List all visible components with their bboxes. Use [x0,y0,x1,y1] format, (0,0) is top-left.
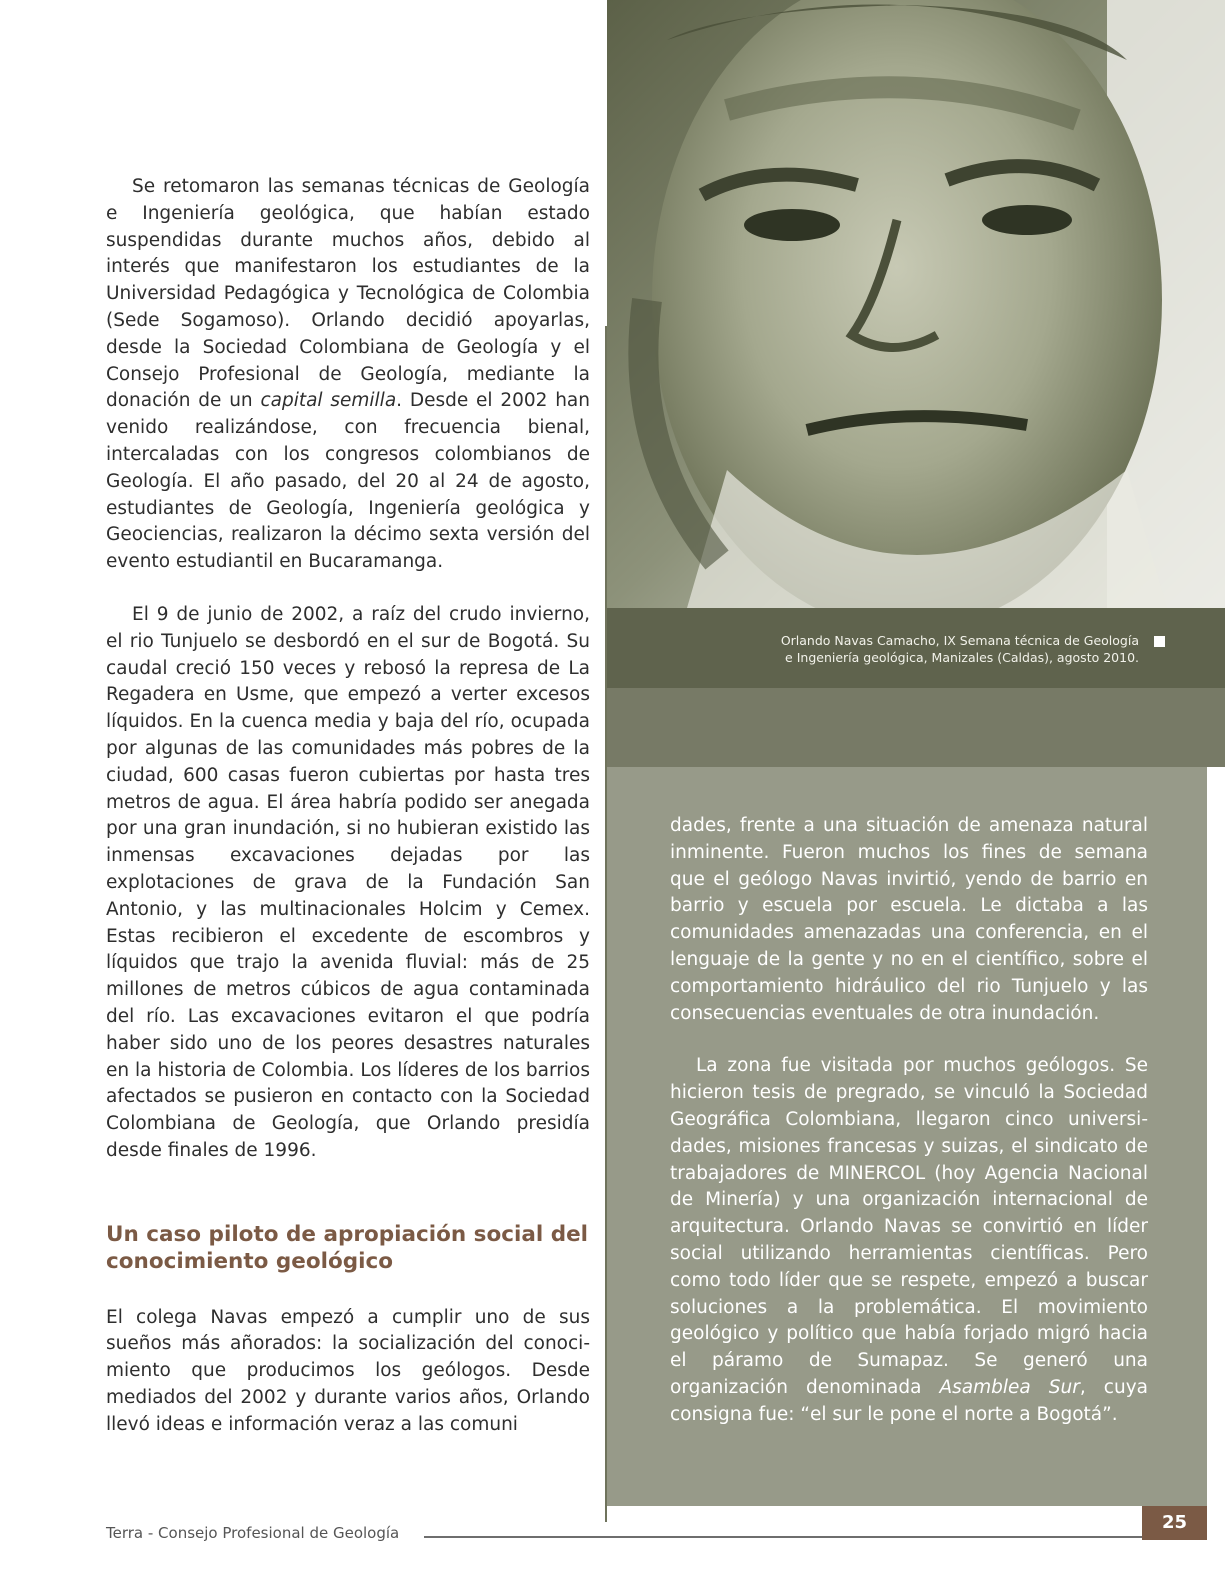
caption-marker-square [1154,636,1165,647]
portrait-illustration [607,0,1225,608]
paragraph-semanas-tecnicas: Se retomaron las semanas técnicas de Geología e Ingeniería geológica, que habían estado suspendidas durante muchos años, debido al interés que manifestaron los estudiantes de la Universidad Pedagógica y Tecnológica de Colombia (Sede Sogamoso). Orlando decidió apoyarlas, desde la Sociedad Colombiana de Geología y el Consejo Profesional de Geología, mediante la donación de un capital semilla. Desde el 2002 han venido realizándose, con frecuencia bienal, intercaladas con los congresos colombianos de Geología. El año pasado, del 20 al 24 de agosto, estudiantes de Geología, Ingeniería geológica y Geociencias, realizaron la décimo sexta versión del evento estudiantil en Bucaramanga. [106,176,590,573]
paragraph-socializacion: El colega Navas empezó a cumplir uno de sus sueños más añorados: la socialización del conocimiento que producimos los geólogos. Desde mediados del 2002 y durante varios años, Orlando llevó ideas e información veraz a las comuni [106,1306,590,1435]
footer-publication-name: Terra - Consejo Profesional de Geología [106,1524,400,1542]
paragraph-zona-visitada: La zona fue visitada por muchos geólogos. Se hicieron tesis de pregrado, se vinculó la Sociedad Geográfica Colombiana, llegaron cinco universidades, misiones francesas y suizas, el sindicato de trabajadores de MINERCOL (hoy Agencia Nacional de Minería) y una organización internacional de arquitectura. Orlando Navas se convirtió en líder social utilizando herramientas científicas. Pero como todo líder que se respete, empezó a buscar soluciones a la problemática. El movimiento geológico y político que había forjado migró hacia el páramo de Sumapaz. Se generó una organización denominada Asamblea Sur, cuya consigna fue: “el sur le pone el norte a Bogotá”. [670,1055,1148,1425]
italic-capital-semilla: capital semilla [260,390,397,412]
left-column [106,174,590,1439]
page-number: 25 [1142,1506,1207,1540]
section-heading: Un caso piloto de apropiación social del conocimiento geológico [106,1221,589,1274]
caption-band [607,608,1225,688]
decorative-band [607,688,1225,767]
right-column-text [670,813,1148,1429]
footer-rule [424,1536,1142,1538]
italic-asamblea-sur: Asamblea Sur [939,1376,1080,1398]
paragraph-conferencias: dades, frente a una situación de amenaza natural inminente. Fueron muchos los fines de semana que el geólogo Navas invirtió, yendo de barrio en barrio y escuela por escuela. Le dictaba a las comunidades amenazadas una conferencia, en el lenguaje de la gente y no en el científico, sobre el comportamiento hidráulico del rio Tunjuelo y las consecuencias eventuales de otra inundación. [670,815,1148,1024]
paragraph-tunjuelo-flood: El 9 de junio de 2002, a raíz del crudo invierno, el rio Tunjuelo se desbordó en el sur de Bogotá. Su caudal creció 150 veces y rebosó la represa de La Regadera en Usme, que empezó a verter excesos líquidos. En la cuenca media y baja del río, ocupada por algunas de las comunidades más pobres de la ciudad, 600 casas fueron cubiertas por hasta tres metros de agua. El área habría podido ser anegada por una gran inundación, si no hubieran existido las inmensas excavaciones dejadas por las explotaciones de grava de la Fundación San Antonio, y las multinacionales Holcim y Cemex. Estas recibieron el excedente de escombros y líquidos que trajo la avenida fluvial: más de 25 millones de metros cúbicos de agua contaminada del río. Las excavaciones evitaron el que podría haber sido uno de los peores desastres naturales en la historia de Colombia. Los líderes de los barrios afectados se pusieron en contacto con la Sociedad Colombiana de Geología, que Orlando presidía desde finales de 1996. [106,603,590,1161]
photo-caption: Orlando Navas Camacho, IX Semana técnica de Geología e Ingeniería geológica, Manizales (Caldas), agosto 2010. [780,633,1139,665]
right-text-panel [607,767,1207,1506]
portrait-photo [607,0,1225,608]
